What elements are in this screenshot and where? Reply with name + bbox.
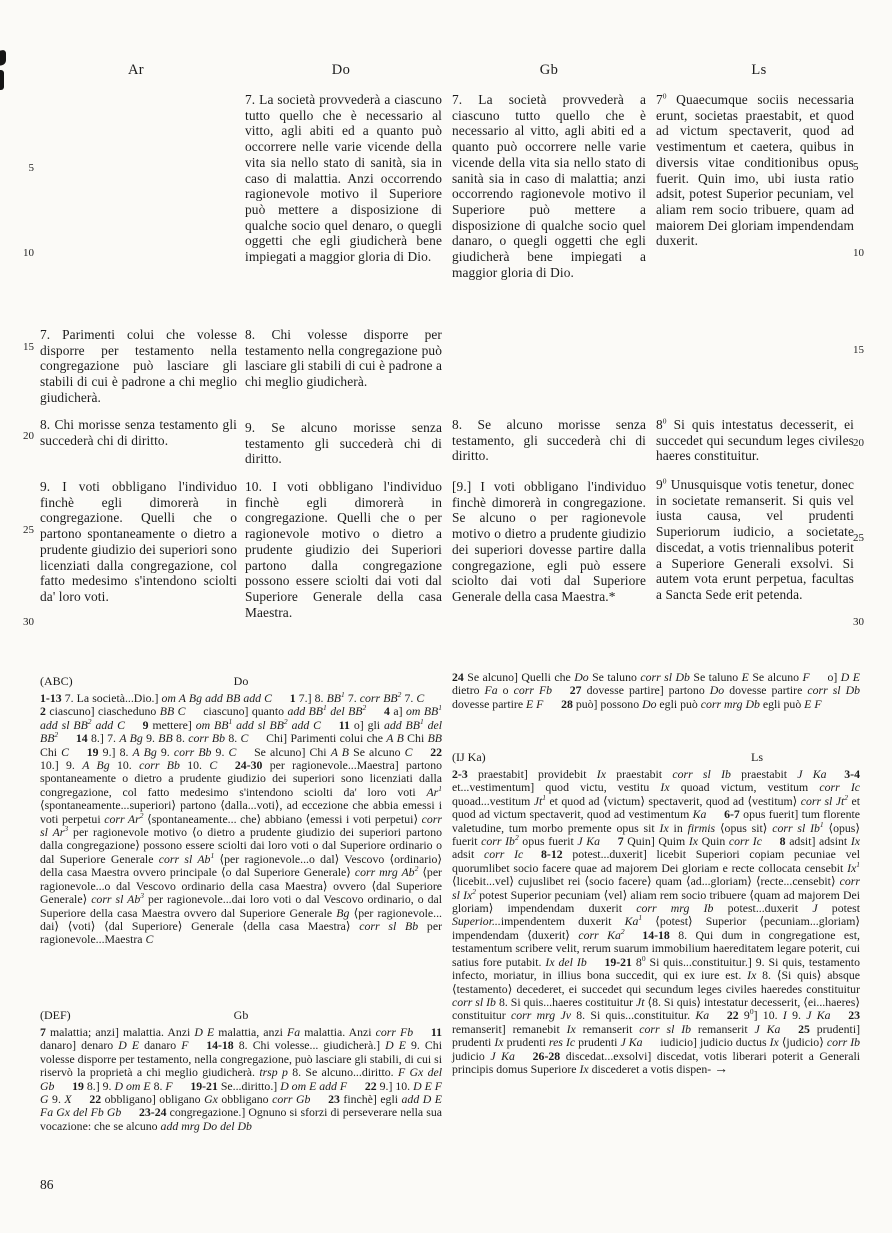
apparatus-siglum: Ls (751, 750, 763, 764)
paragraph-ar-8: 8. Chi morisse senza testamento gli succederà chi di diritto. (40, 417, 237, 448)
line-number: 10 (853, 247, 864, 259)
line-number: 30 (23, 616, 34, 628)
paragraph-do-8: 8. Chi volesse disporre per testamento nella congregazione può lasciare gli stabili di cui è padrone a chi meglio giudicherà. (245, 327, 442, 390)
line-number: 5 (853, 161, 859, 173)
paragraph-do-9: 9. Se alcuno morisse senza testamento gli succederà chi di diritto. (245, 420, 442, 467)
paragraph-do-7: 7. La società provvederà a ciascuno tutto quello che è necessario al vitto, agli abiti ed a quanto può occorrere nelle varie vicende della vita sia nello stato di sanità, sia in caso di malattia. Anzi occorrendo ragionevole motivo il Superiore può mettere a disposizione di qualche socio quel denaro, o quegli oggetti che egli giudicherà bene impiegati a maggior gloria di Dio. (245, 92, 442, 265)
apparatus-section-abc-do (40, 674, 442, 947)
apparatus-continuation-gb (452, 669, 860, 711)
line-number: 25 (23, 524, 34, 536)
line-number: 20 (23, 430, 34, 442)
paragraph-gb-8: 8. Se alcuno morisse senza testamento, gli succederà chi di diritto. (452, 417, 646, 464)
column-header-do: Do (331, 62, 351, 78)
paragraph-ar-9: 9. I voti obbligano l'individuo finchè egli dimorerà in congregazione. Quelli che o partono spontaneamente o dietro a prudente giudizio dei superiori sono licenziati dalla congregazione, col fatto medesimo s'intendono sciolti da' loro voti. (40, 479, 237, 604)
paragraph-gb-7: 7. La società provvederà a ciascuno tutto quello che è necessario al vitto, agli abiti ed a quanto può occorrere nelle varie vicende della vita sia nello stato di sanità sia in caso di malattia; anzi occorrendo ragionevole motivo il Superiore può mettere a disposizione di qualche socio quel danaro, o quegli oggetti che egli giudicherà bene impiegati a maggior gloria di Dio. (452, 92, 646, 280)
line-number: 15 (23, 341, 34, 353)
apparatus-siglum: Do (233, 674, 249, 688)
apparatus-body: 1-13 7. La società...Dio.] om A Bg add BB add C 1 7.] 8. $BB^1$ 7. corr $BB^2$ 7. C 2 ciascuno] ciascheduno BB C ciascuno] quanto add $BB^1$ del $BB^2$ 4 a] om $BB^1$ add sl $BB^2$ add C 9 mettere] om $BB^1$ add sl $BB^2$ add C 11 o] gli add $BB^1$ del $BB^2$ 14 8.] 7. A Bg 9. BB 8. corr Bb 8. C Chi] Parimenti colui che A B Chi BB Chi C 19 9.] 8. A Bg 9. corr Bb 9. C Se alcuno] Chi A B Se alcuno C 22 10.] 9. A Bg 10. corr Bb 10. C 24-30 per ragionevole...Maestra] partono spontaneamente o dietro a prudente giudizio dei superiori sono licenziati dalla congregazione, col fatto medesimo s'intendono sciolti da' loro voti Ar$^1$ ⟨spontaneamente...superiori⟩ partono ⟨dalla...voti⟩, ad eccezione che abbia emessi i voti perpetui corr Ar$^2$ ⟨spontaneamente... che⟩ abbiano ⟨emessi i voti perpetui⟩ corr sl Ar$^3$ per ragionevole motivo ⟨o dietro a prudente giudizio dei superiori partono dalla congregazione⟩ possono essere sciolti dai loro voti o dal Superiore ordinario o dal Superiore Generale corr sl Ab$^1$ ⟨per ragionevole...o dal⟩ Vescovo ⟨ordinario⟩ della casa Maestra ovvero principale ⟨o dal Superiore Generale⟩ corr mrg Ab$^2$ ⟨per ragionevole...o dal Vescovo ordinario della casa Maestra⟩ ovvero ⟨dal Superiore Generale⟩ corr sl Ab$^3$ per ragionevole...dai loro voti o dal Vescovo ordinario, o dal Superiore della casa Maestra ovvero dal Superiore Generale Bg ⟨per ragionevole... dai⟩ ⟨voti⟩ ⟨dal Superiore⟩ Generale ⟨della casa Maestra⟩ corr sl Bb per ragionevole...Maestra C (40, 690, 443, 947)
column-header-gb: Gb (539, 62, 559, 78)
scan-artifact (0, 70, 4, 90)
line-number: 30 (853, 616, 864, 628)
line-number: 15 (853, 344, 864, 356)
apparatus-body: 7 malattia; anzi] malattia. Anzi D E malattia, anzi Fa malattia. Anzi corr Fb 11 danaro] denaro D E danaro F 14-18 8. Chi volesse... giudicherà.] D E 9. Chi volesse disporre per testamento, nella congregazione, può lasciare gli stabili, di cui si riservò la proprietà a chi meglio giudicherà. trsp p 8. Se alcuno...diritto. F Gx del Gb 19 8.] 9. D om E 8. F 19-21 Se...diritto.] D om E add F 22 9.] 10. D E F G 9. X 22 obbligano] obligano Gx obbligano corr Gb 23 finchè] egli add D E Fa Gx del Fb Gb 23-24 congregazione.] Ognuno si sforzi di perseverare nella sua vocazione: che se alcuno add mrg Do del Db (40, 1025, 443, 1133)
paragraph-ar-7: 7. Parimenti colui che volesse disporre per testamento nella congregazione può lasciare gli stabili di cui è padrone a chi meglio giudicherà. (40, 327, 237, 405)
apparatus-header (452, 750, 860, 766)
apparatus-section-ijka-ls (452, 750, 860, 1076)
column-header-ls: Ls (751, 62, 767, 78)
paragraph-ls-7: $7^0$ Quaecumque sociis necessaria erunt, societas praestabit, et quod ad victum spectaverit, quod ad vestimentum et caetera, quibus in diversis vitae conditionibus opus fuerit. Quin imo, ubi iusta ratio adsit, potest Superior pecuniam, vel aliam rem socio tribuere, quam ad maiorem Dei gloriam impendendam duxerit. (656, 91, 854, 249)
paragraph-ls-8: $8^0$ Si quis intestatus decesserit, ei succedet qui secundum leges civiles haeres constituitur. (656, 416, 854, 464)
paragraph-do-10: 10. I voti obbligano l'individuo finchè egli dimorerà in congregazione. Quelli che o per ragionevole motivo o dietro a prudente giudizio dei Superiori partono dalla congregazione possono essere sciolti dai voti dal Superiore Generale della casa Maestra. (245, 479, 442, 620)
line-number: 10 (23, 247, 34, 259)
page-number: 86 (40, 1177, 54, 1192)
column-header-ar: Ar (127, 62, 145, 78)
apparatus-witnesses: (ABC) (40, 674, 73, 688)
apparatus-siglum: Gb (233, 1008, 249, 1022)
line-number: 5 (28, 162, 34, 174)
paragraph-ls-9: $9^0$ Unusquisque votis tenetur, donec in societate remanserit. Si quis vel iusta causa, vel prudenti Superiorum iudicio, a societate discedat, a votis triennalibus poterit a Superiore Generali exsolvi. Si autem vota erunt perpetua, facultas a Sancta Sede erit petenda. (656, 476, 854, 602)
paragraph-gb-9: [9.] I voti obbligano l'individuo finchè dimorerà in congregazione. Se alcuno o per ragionevole motivo o dietro a prudente giudizio dei superiori dovesse partire dalla congregazione, egli può essere sciolto dai voti dal Superiore Generale della casa Maestra.* (452, 479, 646, 604)
apparatus-section-def-gb (40, 1008, 442, 1133)
apparatus-witnesses: (IJ Ka) (452, 750, 486, 764)
apparatus-body: 24 Se alcuno] Quelli che Do Se taluno corr sl Db Se taluno E Se alcuno F o] D E dietro Fa o corr Fb 27 dovesse partire] partono Do dovesse partire corr sl Db dovesse partire E F 28 può] possono Do egli può corr mrg Db egli può E F (452, 670, 861, 711)
apparatus-header (40, 1008, 442, 1024)
scan-artifact (0, 49, 6, 65)
apparatus-body: 2-3 praestabit] providebit Ix praestabit corr sl Ib praestabit J Ka 3-4 et...vestimentum] quod victu, vestitu Ix quoad victum, vestitum corr Ic quoad...vestitum Jt$^1$ et quod ad ⟨victum⟩ spectaverit, quod ad ⟨vestitum⟩ corr sl Jt$^2$ et quod ad victum spectaverit, quod ad vestimentum Ka 6-7 opus fuerit] tum florente valetudine, tum morbo premente opus sit Ix in firmis ⟨opus sit⟩ corr sl Ib$^1$ ⟨opus⟩ fuerit corr Ib$^2$ opus fuerit J Ka 7 Quin] Quim Ix Quin corr Ic 8 adsit] adsint Ix adsit corr Ic 8-12 potest...duxerit] licebit Superiori copiam pecuniae vel quorumlibet socio facere quae ad majorem Dei gloriam e recte collocata censebit Ix$^1$ ⟨licebit...vel⟩ cujuslibet rei ⟨socio facere⟩ quam ⟨ad...gloriam⟩ ⟨recte...censebit⟩ corr sl Ix$^2$ potest Superior pecuniam ⟨vel⟩ aliam rem socio tribuere ⟨quam ad majorem Dei gloriam⟩ impendendam duxerit corr mrg Ib potest...duxerit J potest Superior...impendentem duxerit Ka$^1$ ⟨potest⟩ Superior ⟨pecuniam...gloriam⟩ impendendam ⟨duxerit⟩ corr Ka$^2$ 14-18 8. Qui dum in congregatione est, testamentum scribere velit, rerum suarum immobilium haereditatem legare poterit, cui satius fore putabit. Ix del Ib 19-21 $8^0$ Si quis...constituitur.] 9. Si quis, testamento infecto, moriatur, in illius bona succedit, qui ex iure est. Ix 8. ⟨Si quis⟩ absque ⟨testamento⟩ decederet, ei succedet qui secundum leges civiles haeredes constituitur corr sl Ib 8. Si quis...haeres costituitur Jt ⟨8. Si quis⟩ intestatur decesserit, ⟨ei...haeres⟩ constituitur corr mrg Jv 8. Si quis...constituitur. Ka 22 $9^0$] 10. I 9. J Ka 23 remanserit] remanebit Ix remanserit corr sl Ib remanserit J Ka 25 prudenti] prudenti Ix prudenti res Ic prudenti J Ka iudicio] judicio ductus Ix ⟨judicio⟩ corr Ib judicio J Ka 26-28 discedat...exsolvi] discedat, votis liberari poterit a Generali principis domus Superiore Ix discederet a votis dispen- → (452, 767, 861, 1077)
line-number: 25 (853, 532, 864, 544)
line-number: 20 (853, 437, 864, 449)
apparatus-witnesses: (DEF) (40, 1008, 71, 1022)
apparatus-header (40, 674, 442, 690)
